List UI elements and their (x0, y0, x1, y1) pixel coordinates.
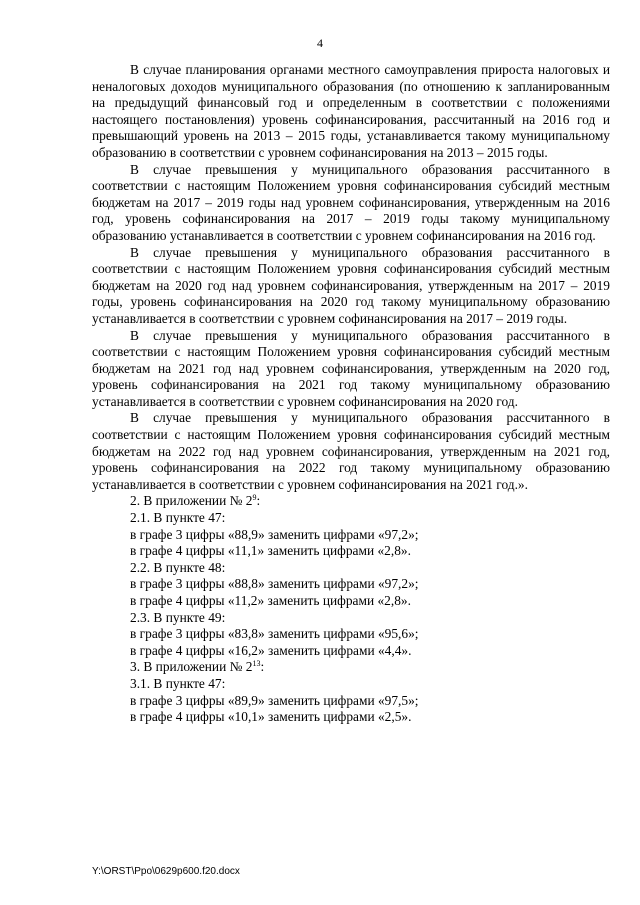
section-2-2-point: 2.2. В пункте 48: (130, 559, 226, 575)
paragraph-2: В случае превышения у муниципального образования рассчитанного в соответствии с настоящим Положением уровня софинансирования субсидий местным бюджетам на 2017 – 2019 годы над уровнем софинансирования, утвержденным на 2016 год, уровень софинансирования на 2017 – 2019 годы такому муниципальному образованию устанавливается в соответствии с уровнем софинансирования на 2016 год. (92, 161, 610, 243)
section-3-1-point: 3.1. В пункте 47: (130, 675, 226, 691)
paragraph-3: В случае превышения у муниципального образования рассчитанного в соответствии с настоящим Положением уровня софинансирования субсидий местным бюджетам на 2020 год над уровнем софинансирования, утвержденным на 2017 – 2019 годы, уровень софинансирования на 2020 год такому муниципальному образованию устанавливается в соответствии с уровнем софинансирования на 2017 – 2019 годы. (92, 244, 610, 326)
section-2-heading (92, 493, 610, 510)
section-2-2-line-2: в графе 4 цифры «11,2» заменить цифрами «2,8». (130, 593, 411, 608)
page-number: 4 (317, 36, 323, 50)
section-2-3-line-1: в графе 3 цифры «83,8» заменить цифрами «95,6»; (130, 626, 419, 642)
section-2-3-point: 2.3. В пункте 49: (130, 609, 226, 625)
section-2-1-line-2: в графе 4 цифры «11,1» заменить цифрами «2,8». (130, 543, 411, 559)
section-3-1-line-2: в графе 4 цифры «10,1» заменить цифрами «2,5». (130, 709, 412, 725)
section-2-1-point: 2.1. В пункте 47: (130, 510, 226, 526)
document-body (92, 62, 610, 726)
section-2-1-line-1: в графе 3 цифры «88,9» заменить цифрами «97,2»; (130, 526, 419, 542)
section-3-heading-sup: 13 (252, 659, 261, 669)
section-2-heading-sup: 9 (252, 493, 257, 503)
paragraph-1: В случае планирования органами местного самоуправления прироста налоговых и неналоговых доходов муниципального образования (по отношению к запланированным на предыдущий финансовый год и определенным в соответствии с положениями настоящего постановления) уровень софинансирования, рассчитанный на 2016 год и превышающий уровень на 2013 – 2015 годы, устанавливается такому муниципальному образованию в соответствии с уровнем софинансирования на 2013 – 2015 годы. (92, 62, 610, 160)
section-2-2-line-1: в графе 3 цифры «88,8» заменить цифрами «97,2»; (130, 576, 419, 592)
section-3-1-line-1: в графе 3 цифры «89,9» заменить цифрами «97,5»; (130, 692, 419, 708)
section-3-heading-text: 3. В приложении № 2 (130, 659, 253, 675)
section-2-3-line-2: в графе 4 цифры «16,2» заменить цифрами «4,4». (130, 642, 412, 658)
section-3-heading (92, 659, 610, 676)
paragraph-4: В случае превышения у муниципального образования рассчитанного в соответствии с настоящим Положением уровня софинансирования субсидий местным бюджетам на 2021 год над уровнем софинансирования, утвержденным на 2020 год, уровень софинансирования на 2021 год такому муниципальному образованию устанавливается в соответствии с уровнем софинансирования на 2020 год. (92, 327, 610, 409)
paragraph-5: В случае превышения у муниципального образования рассчитанного в соответствии с настоящим Положением уровня софинансирования субсидий местным бюджетам на 2022 год над уровнем софинансирования, утвержденным на 2021 год, уровень софинансирования на 2022 год такому муниципальному образованию устанавливается в соответствии с уровнем софинансирования на 2021 год.». (92, 410, 610, 492)
section-2-heading-tail: : (256, 493, 261, 509)
section-2-heading-text: 2. В приложении № 2 (130, 493, 253, 509)
section-3-heading-tail: : (260, 659, 265, 675)
footer-file-path: Y:\ORST\Ppo\0629p600.f20.docx (92, 866, 240, 877)
